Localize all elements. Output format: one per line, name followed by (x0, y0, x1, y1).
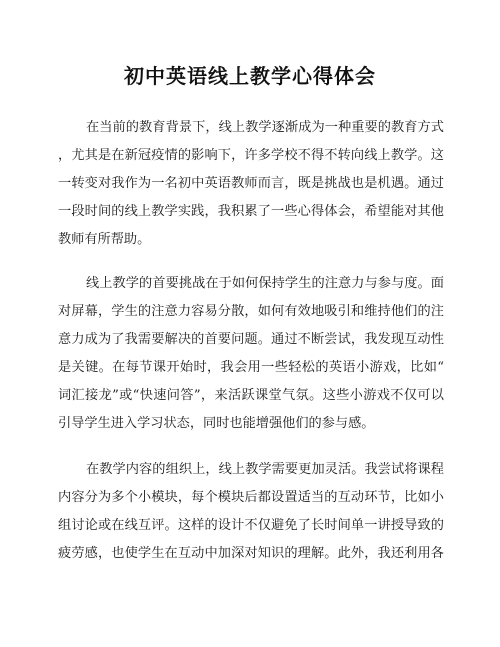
paragraph-3-line-3: 组讨论或在线互评。这样的设计不仅避免了长时间单一讲授导致的 (58, 518, 444, 533)
paragraph-1-line-2: ，尤其是在新冠疫情的影响下，许多学校不得不转向线上教学。这 (58, 148, 444, 163)
paragraph-2-line-6: 引导学生进入学习状态，同时也能增强他们的参与感。 (58, 416, 375, 431)
paragraph-1-line-1: 在当前的教育背景下，线上教学逐渐成为一种重要的教育方式 (86, 120, 444, 135)
paragraph-3-line-4: 疲劳感，也使学生在互动中加深对知识的理解。此外，我还利用各 (58, 546, 444, 561)
paragraph-2-line-4: 是关键。在每节课开始时，我会用一些轻松的英语小游戏，比如“ (58, 360, 444, 375)
paragraph-1-line-5: 教师有所帮助。 (58, 232, 151, 247)
paragraph-2-line-1: 线上教学的首要挑战在于如何保持学生的注意力与参与度。面 (86, 276, 444, 291)
page-title: 初中英语线上教学心得体会 (124, 64, 376, 88)
paragraph-3-line-1: 在教学内容的组织上，线上教学需要更加灵活。我尝试将课程 (86, 462, 444, 477)
paragraph-2-line-3: 意力成为了我需要解决的首要问题。通过不断尝试，我发现互动性 (58, 332, 444, 347)
paragraph-3-line-2: 内容分为多个小模块，每个模块后都设置适当的互动环节，比如小 (58, 490, 444, 505)
paragraph-2-line-2: 对屏幕，学生的注意力容易分散，如何有效地吸引和维持他们的注 (58, 304, 444, 319)
paragraph-2-line-5: 词汇接龙”或“快速问答”，来活跃课堂气氛。这些小游戏不仅可以 (58, 388, 444, 403)
paragraph-1-line-3: 一转变对我作为一名初中英语教师而言，既是挑战也是机遇。通过 (58, 176, 444, 191)
paragraph-1-line-4: 一段时间的线上教学实践，我积累了一些心得体会，希望能对其他 (58, 204, 444, 219)
